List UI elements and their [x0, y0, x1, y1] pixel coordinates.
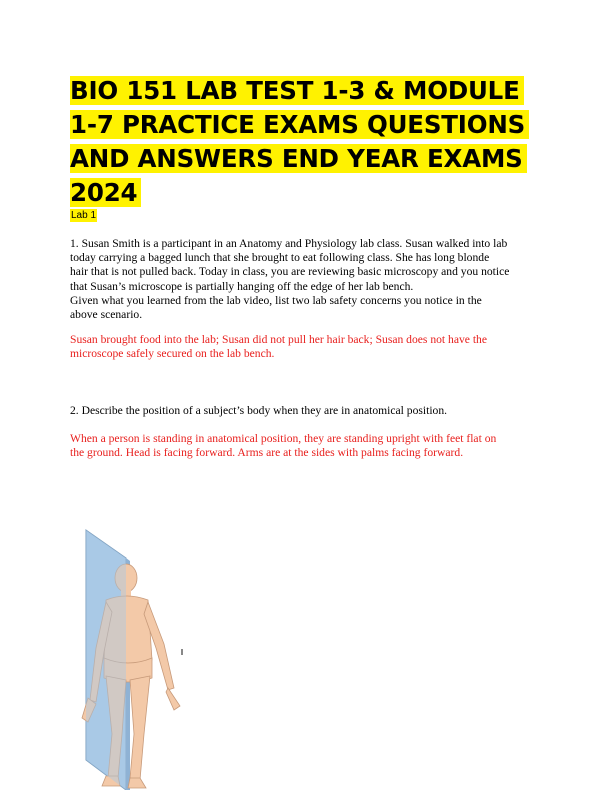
sagittal-plane-overlay — [86, 530, 126, 790]
question-2: 2. Describe the position of a subject’s body when they are in anatomical position. — [70, 404, 448, 417]
anatomical-position-figure-icon — [68, 528, 198, 790]
answer-2: When a person is standing in anatomical position, they are standing upright with feet flat on the ground. Head is facing forward. Arms are at the sides with palms facing forward. — [70, 432, 497, 460]
answer-1: Susan brought food into the lab; Susan did not pull her hair back; Susan does not have the microscope safely secured on the lab bench. — [70, 333, 487, 361]
stray-mark — [181, 649, 183, 655]
question-1 — [70, 237, 510, 322]
section-label: Lab 1 — [71, 210, 97, 221]
document-title-text: BIO 151 LAB TEST 1-3 & MODULE 1-7 PRACTICE EXAMS QUESTIONS AND ANSWERS END YEAR EXAMS 2024 — [70, 76, 529, 207]
document-title — [70, 74, 540, 210]
question-1-prompt: Given what you learned from the lab video, list two lab safety concerns you notice in the above scenario. — [70, 293, 482, 322]
question-1-scenario: 1. Susan Smith is a participant in an Anatomy and Physiology lab class. Susan walked into lab today carrying a bagged lunch that she brought to eat following class. She has long blonde hair that is not pulled back. Today in class, you are reviewing basic microscopy and you notice that Susan’s microscope is partially hanging off the edge of her lab bench. — [70, 237, 510, 293]
